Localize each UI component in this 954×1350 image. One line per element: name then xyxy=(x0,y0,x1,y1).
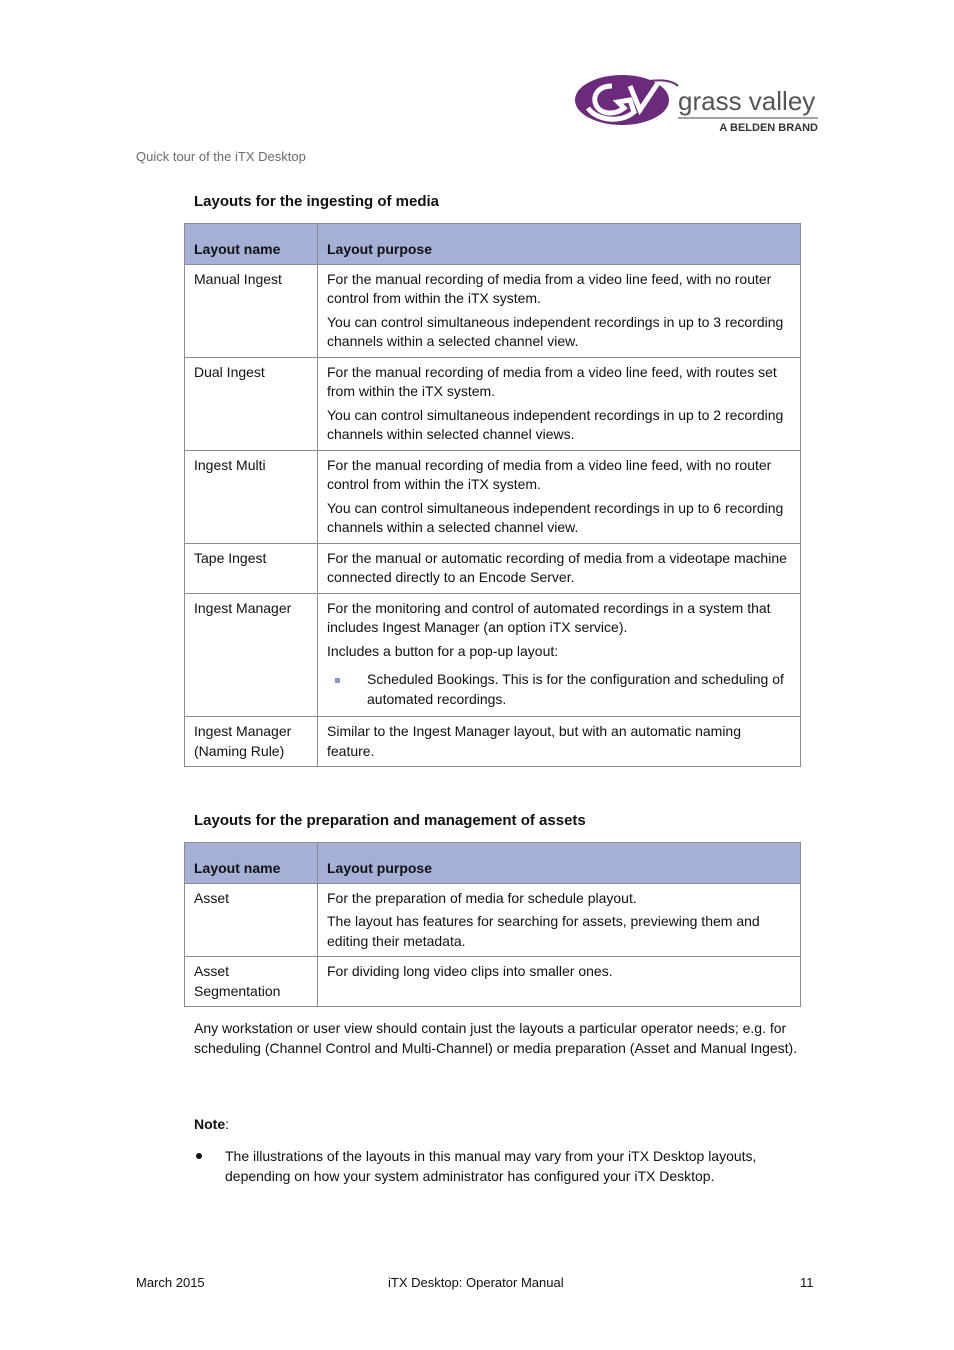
purpose-paragraph: For the preparation of media for schedule playout. xyxy=(327,889,637,906)
purpose-paragraph: For dividing long video clips into smaller ones. xyxy=(327,963,613,979)
layout-name: Ingest Manager xyxy=(185,593,318,717)
purpose-paragraph: For the manual recording of media from a video line feed, with no router control from within the iTX system. xyxy=(327,456,772,492)
layout-purpose xyxy=(318,717,801,767)
note-label: Note xyxy=(194,1116,226,1132)
note-suffix: : xyxy=(225,1116,230,1132)
layout-purpose xyxy=(318,357,801,450)
note-item-text: The illustrations of the layouts in this manual may vary from your iTX Desktop layouts, depending on how your system administrator has configured your iTX Desktop. xyxy=(225,1148,757,1184)
purpose-paragraph: For the manual or automatic recording of media from a videotape machine connected directly to an Encode Server. xyxy=(327,549,787,585)
layout-purpose xyxy=(318,883,801,957)
table-row xyxy=(185,357,801,450)
purpose-paragraph: Includes a button for a pop-up layout: xyxy=(327,642,559,659)
purpose-paragraph: The layout has features for searching for assets, previewing them and editing their metadata. xyxy=(327,913,760,949)
brand-name: grass valley xyxy=(678,86,816,116)
purpose-paragraph: Similar to the Ingest Manager layout, but with an automatic naming feature. xyxy=(327,723,741,759)
column-header-purpose: Layout purpose xyxy=(318,843,801,884)
layout-name: Tape Ingest xyxy=(185,543,318,593)
ingest-section-title: Layouts for the ingesting of media xyxy=(194,193,440,210)
layout-purpose xyxy=(318,543,801,593)
brand-tagline: A BELDEN BRAND xyxy=(719,122,818,134)
layout-purpose xyxy=(318,593,801,717)
table-row xyxy=(185,450,801,543)
body-paragraph: Any workstation or user view should contain just the layouts a particular operator needs; e.g. for scheduling (Channel Control and Multi-Channel) or media preparation (Asset and Manual Ingest). xyxy=(194,1020,798,1056)
layout-purpose xyxy=(318,450,801,543)
bullet-icon xyxy=(196,1153,202,1159)
grass-valley-logo xyxy=(574,72,824,136)
layout-name: Asset Segmentation xyxy=(185,957,318,1007)
footer-title: iTX Desktop: Operator Manual xyxy=(388,1275,564,1290)
ingest-layouts-table xyxy=(184,223,801,767)
layout-name: Asset xyxy=(185,883,318,957)
layout-name: Dual Ingest xyxy=(185,357,318,450)
footer-date: March 2015 xyxy=(136,1275,205,1290)
column-header-name: Layout name xyxy=(185,843,318,884)
purpose-paragraph: You can control simultaneous independent recordings in up to 3 recording channels within a selected channel view. xyxy=(327,313,784,349)
table-row xyxy=(185,264,801,357)
column-header-name: Layout name xyxy=(185,224,318,265)
table-row xyxy=(185,717,801,767)
purpose-paragraph: For the manual recording of media from a video line feed, with routes set from within the iTX system. xyxy=(327,363,777,399)
note-heading xyxy=(194,1116,229,1132)
table-row xyxy=(185,957,801,1007)
column-header-purpose: Layout purpose xyxy=(318,224,801,265)
layout-purpose xyxy=(318,264,801,357)
assets-layouts-table xyxy=(184,842,801,1007)
bullet-text: Scheduled Bookings. This is for the configuration and scheduling of automated recordings. xyxy=(367,671,784,707)
table-row xyxy=(185,883,801,957)
layout-name: Ingest Manager (Naming Rule) xyxy=(185,717,318,767)
purpose-paragraph: For the monitoring and control of automated recordings in a system that includes Ingest Manager (an option iTX service). xyxy=(327,599,771,635)
table-row xyxy=(185,543,801,593)
layout-name: Ingest Multi xyxy=(185,450,318,543)
table-header-row xyxy=(185,843,801,884)
note-item xyxy=(194,1147,806,1186)
gv-emblem-icon xyxy=(574,72,824,136)
layout-purpose xyxy=(318,957,801,1007)
purpose-paragraph: For the manual recording of media from a video line feed, with no router control from within the iTX system. xyxy=(327,270,772,306)
layout-name: Manual Ingest xyxy=(185,264,318,357)
assets-section-title: Layouts for the preparation and management of assets xyxy=(194,812,586,829)
popup-layout-bullet xyxy=(335,670,791,709)
purpose-paragraph: You can control simultaneous independent recordings in up to 2 recording channels within selected channel views. xyxy=(327,406,784,442)
table-row xyxy=(185,593,801,717)
square-bullet-icon xyxy=(335,678,340,683)
purpose-paragraph: You can control simultaneous independent recordings in up to 6 recording channels within a selected channel view. xyxy=(327,499,784,535)
running-head: Quick tour of the iTX Desktop xyxy=(136,149,306,164)
footer-page-number: 11 xyxy=(800,1275,814,1290)
table-header-row xyxy=(185,224,801,265)
